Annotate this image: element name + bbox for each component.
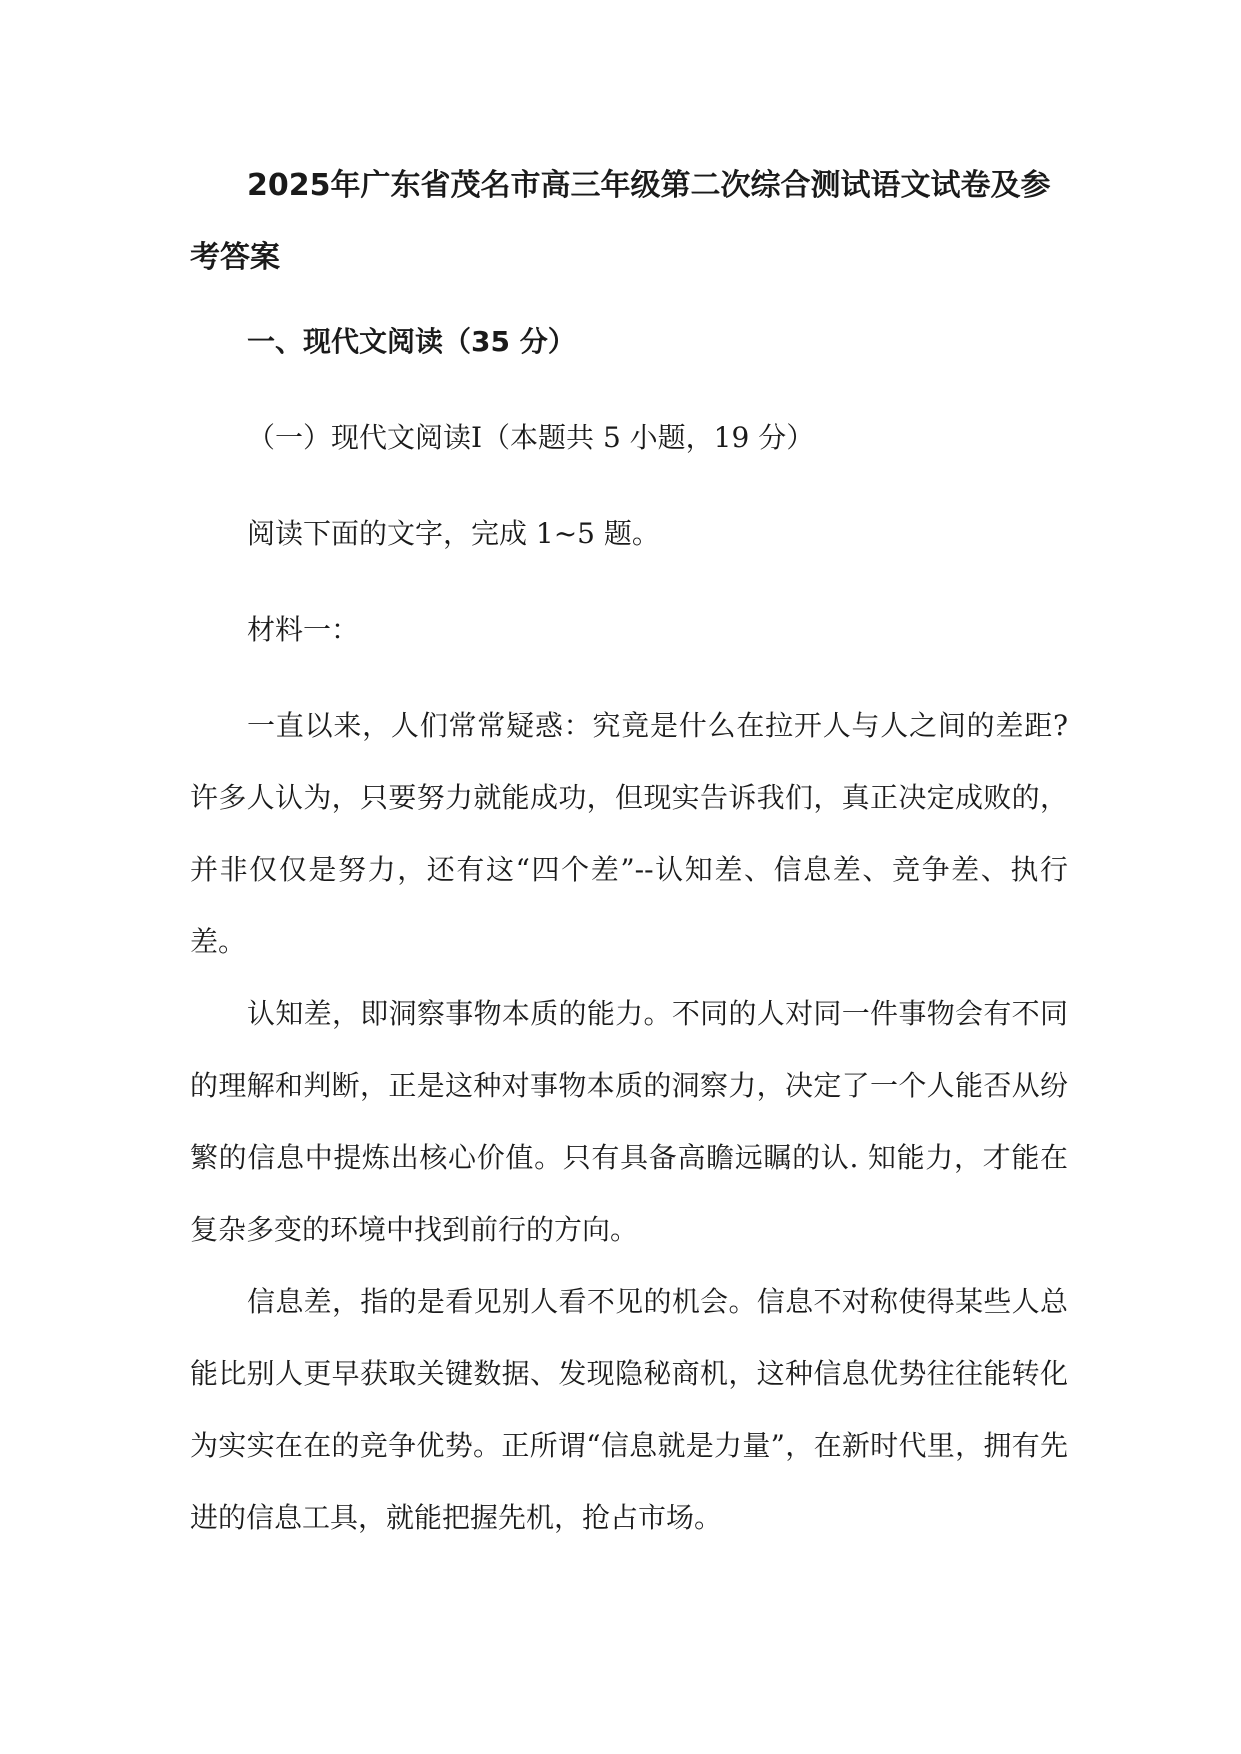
section-heading: 一、现代文阅读（35 分） bbox=[247, 325, 576, 358]
document-title: 2025年广东省茂名市高三年级第二次综合测试语文试卷及参考答案 bbox=[190, 168, 1051, 275]
paragraph-1: 一直以来，人们常常疑惑：究竟是什么在拉开人与人之间的差距?许多人认为，只要努力就能成功，但现实告诉我们，真正决定成败的，并非仅仅是努力，还有这“四个差”--认知差、信息差、竞争差、执行差。 bbox=[190, 709, 1068, 958]
paragraph-3: 信息差，指的是看见别人看不见的机会。信息不对称使得某些人总能比别人更早获取关键数据、发现隐秘商机，这种信息优势往往能转化为实实在在的竞争优势。正所谓“信息就是力量”，在新时代里，拥有先进的信息工具，就能把握先机，抢占市场。 bbox=[190, 1285, 1068, 1534]
material-label: 材料一： bbox=[247, 613, 360, 646]
paragraph-2: 认知差，即洞察事物本质的能力。不同的人对同一件事物会有不同的理解和判断，正是这种对事物本质的洞察力，决定了一个人能否从纷繁的信息中提炼出核心价值。只有具备高瞻远瞩的认. 知能力，才能在复杂多变的环境中找到前行的方向。 bbox=[190, 997, 1068, 1246]
subsection-heading: （一）现代文阅读Ⅰ（本题共 5 小题，19 分） bbox=[247, 421, 815, 454]
reading-instruction: 阅读下面的文字，完成 1~5 题。 bbox=[247, 517, 660, 550]
